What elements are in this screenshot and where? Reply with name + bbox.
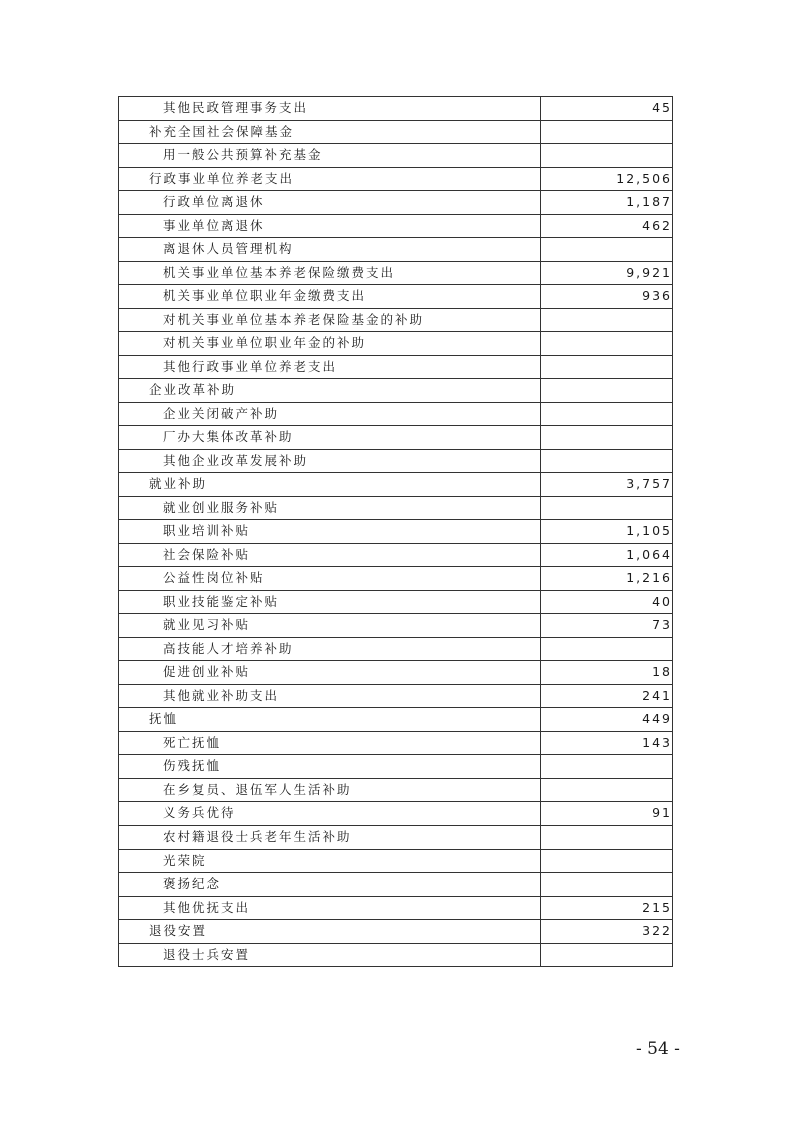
row-item-amount: 462 <box>541 214 673 238</box>
row-item-name: 就业补助 <box>119 473 541 497</box>
row-item-name: 光荣院 <box>119 849 541 873</box>
row-item-name: 社会保险补贴 <box>119 543 541 567</box>
row-item-name: 其他民政管理事务支出 <box>119 97 541 121</box>
row-item-amount: 18 <box>541 661 673 685</box>
table-row <box>119 708 673 732</box>
row-item-amount: 936 <box>541 285 673 309</box>
row-item-name: 职业技能鉴定补贴 <box>119 590 541 614</box>
table-row <box>119 825 673 849</box>
row-item-amount: 241 <box>541 684 673 708</box>
row-item-amount <box>541 825 673 849</box>
table-row <box>119 402 673 426</box>
row-item-name: 机关事业单位职业年金缴费支出 <box>119 285 541 309</box>
row-item-name: 其他企业改革发展补助 <box>119 449 541 473</box>
table-row <box>119 684 673 708</box>
row-item-amount <box>541 873 673 897</box>
row-item-amount <box>541 637 673 661</box>
row-item-amount: 1,216 <box>541 567 673 591</box>
row-item-amount: 322 <box>541 920 673 944</box>
row-item-amount <box>541 120 673 144</box>
row-item-name: 退役士兵安置 <box>119 943 541 967</box>
row-item-amount <box>541 496 673 520</box>
row-item-amount <box>541 238 673 262</box>
table-row <box>119 520 673 544</box>
row-item-amount <box>541 308 673 332</box>
table-row <box>119 849 673 873</box>
table-row <box>119 543 673 567</box>
row-item-amount: 45 <box>541 97 673 121</box>
row-item-amount <box>541 755 673 779</box>
row-item-name: 抚恤 <box>119 708 541 732</box>
table-row <box>119 496 673 520</box>
row-item-amount: 1,187 <box>541 191 673 215</box>
row-item-amount <box>541 332 673 356</box>
row-item-amount: 40 <box>541 590 673 614</box>
row-item-name: 离退休人员管理机构 <box>119 238 541 262</box>
table-row <box>119 120 673 144</box>
table-row <box>119 355 673 379</box>
table-body <box>119 97 673 967</box>
table-row <box>119 614 673 638</box>
row-item-amount <box>541 449 673 473</box>
page-number: - 54 - <box>636 1039 680 1059</box>
table-row <box>119 637 673 661</box>
row-item-name: 其他行政事业单位养老支出 <box>119 355 541 379</box>
row-item-name: 农村籍退役士兵老年生活补助 <box>119 825 541 849</box>
table-row <box>119 144 673 168</box>
row-item-amount <box>541 355 673 379</box>
row-item-amount: 449 <box>541 708 673 732</box>
table-row <box>119 731 673 755</box>
row-item-name: 补充全国社会保障基金 <box>119 120 541 144</box>
row-item-name: 促进创业补贴 <box>119 661 541 685</box>
row-item-amount <box>541 778 673 802</box>
table-row <box>119 943 673 967</box>
table-row <box>119 214 673 238</box>
table-row <box>119 426 673 450</box>
table-row <box>119 661 673 685</box>
row-item-name: 公益性岗位补贴 <box>119 567 541 591</box>
table-row <box>119 191 673 215</box>
row-item-name: 行政单位离退休 <box>119 191 541 215</box>
row-item-amount: 215 <box>541 896 673 920</box>
row-item-name: 死亡抚恤 <box>119 731 541 755</box>
row-item-amount: 73 <box>541 614 673 638</box>
table-row <box>119 285 673 309</box>
row-item-name: 就业见习补贴 <box>119 614 541 638</box>
row-item-name: 厂办大集体改革补助 <box>119 426 541 450</box>
row-item-amount: 3,757 <box>541 473 673 497</box>
row-item-name: 在乡复员、退伍军人生活补助 <box>119 778 541 802</box>
row-item-amount: 1,105 <box>541 520 673 544</box>
row-item-name: 其他优抚支出 <box>119 896 541 920</box>
table-row <box>119 238 673 262</box>
table-row <box>119 379 673 403</box>
row-item-name: 就业创业服务补贴 <box>119 496 541 520</box>
table-row <box>119 873 673 897</box>
row-item-name: 义务兵优待 <box>119 802 541 826</box>
table-row <box>119 567 673 591</box>
row-item-amount: 9,921 <box>541 261 673 285</box>
row-item-name: 伤残抚恤 <box>119 755 541 779</box>
row-item-amount <box>541 943 673 967</box>
row-item-name: 高技能人才培养补助 <box>119 637 541 661</box>
row-item-name: 对机关事业单位基本养老保险基金的补助 <box>119 308 541 332</box>
table-row <box>119 896 673 920</box>
row-item-amount <box>541 849 673 873</box>
row-item-name: 行政事业单位养老支出 <box>119 167 541 191</box>
row-item-name: 企业关闭破产补助 <box>119 402 541 426</box>
table-row <box>119 308 673 332</box>
table-row <box>119 449 673 473</box>
row-item-amount: 1,064 <box>541 543 673 567</box>
row-item-name: 企业改革补助 <box>119 379 541 403</box>
table-row <box>119 755 673 779</box>
row-item-name: 其他就业补助支出 <box>119 684 541 708</box>
table-row <box>119 778 673 802</box>
row-item-name: 机关事业单位基本养老保险缴费支出 <box>119 261 541 285</box>
row-item-name: 用一般公共预算补充基金 <box>119 144 541 168</box>
row-item-amount <box>541 402 673 426</box>
row-item-amount: 12,506 <box>541 167 673 191</box>
table-row <box>119 802 673 826</box>
row-item-amount <box>541 426 673 450</box>
row-item-amount: 143 <box>541 731 673 755</box>
budget-table <box>118 96 673 967</box>
table-row <box>119 473 673 497</box>
row-item-amount: 91 <box>541 802 673 826</box>
row-item-name: 职业培训补贴 <box>119 520 541 544</box>
row-item-name: 退役安置 <box>119 920 541 944</box>
table-row <box>119 261 673 285</box>
row-item-name: 事业单位离退休 <box>119 214 541 238</box>
table-row <box>119 332 673 356</box>
row-item-name: 对机关事业单位职业年金的补助 <box>119 332 541 356</box>
table-row <box>119 167 673 191</box>
table-row <box>119 97 673 121</box>
row-item-amount <box>541 379 673 403</box>
table-row <box>119 590 673 614</box>
table-row <box>119 920 673 944</box>
row-item-name: 褒扬纪念 <box>119 873 541 897</box>
row-item-amount <box>541 144 673 168</box>
